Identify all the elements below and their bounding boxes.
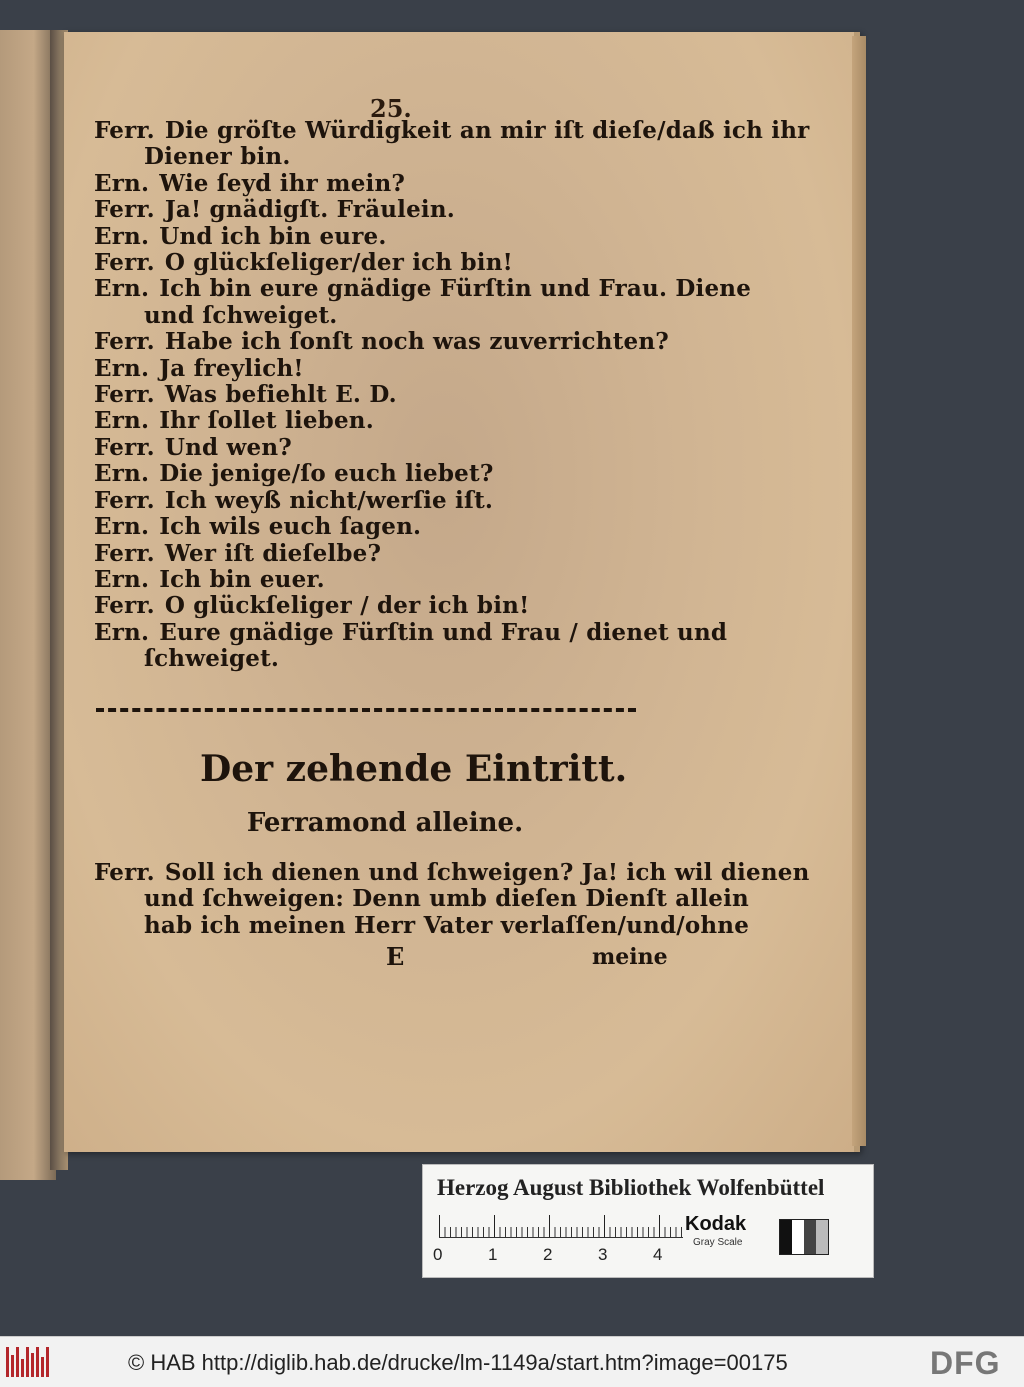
page-edge bbox=[852, 36, 866, 1146]
copyright-link[interactable]: © HAB http://diglib.hab.de/drucke/lm-1149a/start.htm?image=00175 bbox=[128, 1350, 788, 1375]
scale-label: 4 bbox=[653, 1245, 663, 1264]
line-text: Wie ſeyd ihr mein? bbox=[159, 169, 406, 197]
speaker-label: Ern. bbox=[94, 565, 150, 593]
page-number: 25. bbox=[370, 94, 412, 123]
speaker-label: Ern. bbox=[94, 407, 150, 435]
line-text: Ja freylich! bbox=[159, 354, 304, 382]
dfg-logo: DFG bbox=[930, 1345, 1001, 1381]
dialogue-line bbox=[94, 514, 654, 540]
dialogue-line bbox=[94, 911, 750, 939]
speaker-label: Ferr. bbox=[94, 196, 155, 224]
speaker-label: Ferr. bbox=[94, 117, 155, 144]
hab-logo-icon bbox=[6, 1347, 50, 1377]
dialogue-line bbox=[94, 885, 749, 913]
scale-label: 0 bbox=[433, 1245, 443, 1264]
facing-page-edge bbox=[0, 30, 56, 1180]
dialogue-line bbox=[94, 435, 654, 461]
dialogue-line bbox=[94, 117, 810, 144]
dialogue-line bbox=[94, 224, 654, 250]
line-text: Eure gnädige Fürſtin und Frau / dienet und bbox=[159, 618, 728, 646]
line-text: O glückſeliger / der ich bin! bbox=[164, 592, 530, 620]
speaker-label: Ferr. bbox=[94, 539, 155, 567]
speaker-label: Ern. bbox=[94, 275, 150, 303]
line-text: Ihr ſollet lieben. bbox=[159, 407, 374, 435]
speaker-label: Ferr. bbox=[94, 381, 155, 409]
dialogue-line bbox=[94, 171, 654, 197]
gray-scale-label: Gray Scale bbox=[693, 1237, 743, 1248]
dialogue-line bbox=[94, 303, 654, 329]
speaker-label: Ern. bbox=[94, 618, 150, 646]
gray-swatches bbox=[779, 1219, 829, 1255]
signature-mark: E bbox=[386, 942, 405, 971]
dialogue-line bbox=[94, 328, 669, 356]
footer-bar bbox=[0, 1336, 1024, 1387]
speaker-label: Ern. bbox=[94, 460, 150, 488]
speaker-label: Ern. bbox=[94, 222, 150, 250]
speaker-label: Ferr. bbox=[94, 592, 155, 620]
dialogue-block-2 bbox=[94, 859, 810, 939]
speaker-label: Ferr. bbox=[94, 859, 155, 886]
line-text: ſchweiget. bbox=[144, 645, 280, 673]
scene-subtitle: Ferramond alleine. bbox=[246, 808, 524, 838]
line-text: und ſchweiget. bbox=[144, 301, 338, 329]
line-text: Wer iſt dieſelbe? bbox=[164, 539, 382, 567]
scale-label: 3 bbox=[598, 1245, 608, 1264]
line-text: Was befiehlt E. D. bbox=[164, 381, 397, 409]
dialogue-line bbox=[94, 356, 654, 382]
line-text: Die jenige/ſo euch liebet? bbox=[159, 460, 494, 488]
kodak-brand: Kodak bbox=[685, 1213, 747, 1235]
line-text: Ich wils euch ſagen. bbox=[159, 513, 422, 541]
line-text: Ich bin eure gnädige Fürſtin und Frau. Diene bbox=[159, 275, 752, 303]
line-text: Ich weyß nicht/werſie iſt. bbox=[164, 486, 494, 514]
dialogue-line bbox=[94, 461, 654, 487]
line-text: Die gröſte Würdigkeit an mir iſt dieſe/daß ich ihr bbox=[164, 117, 810, 144]
color-calibration-card bbox=[422, 1164, 874, 1278]
dialogue-line bbox=[94, 197, 654, 223]
speaker-label: Ferr. bbox=[94, 249, 155, 277]
scene-title: Der zehende Eintritt. bbox=[200, 748, 628, 790]
line-text: Ich bin euer. bbox=[159, 565, 325, 593]
scale-label: 1 bbox=[488, 1245, 498, 1264]
line-text: Ja! gnädigſt. Fräulein. bbox=[164, 196, 455, 224]
dialogue-line bbox=[94, 275, 752, 303]
dialogue-line bbox=[94, 250, 654, 276]
speaker-label: Ern. bbox=[94, 354, 150, 382]
speaker-label: Ern. bbox=[94, 513, 150, 541]
line-text: hab ich meinen Herr Vater verlaſſen/und/ohne bbox=[144, 911, 750, 939]
line-text: Und ich bin eure. bbox=[159, 222, 387, 250]
dialogue-line bbox=[94, 488, 654, 514]
scale-label: 2 bbox=[543, 1245, 553, 1264]
line-text: O glückſeliger/der ich bin! bbox=[164, 249, 513, 277]
dialogue-line bbox=[94, 541, 654, 567]
dialogue-line bbox=[94, 567, 654, 593]
line-text: Und wen? bbox=[164, 433, 292, 461]
catchword: meine bbox=[592, 944, 668, 970]
line-text: Habe ich ſonſt noch was zuverrichten? bbox=[164, 328, 669, 356]
card-title: Herzog August Bibliothek Wolfenbüttel bbox=[437, 1175, 825, 1200]
line-text: und ſchweigen: Denn umb dieſen Dienſt allein bbox=[144, 885, 749, 913]
line-text: Soll ich dienen und ſchweigen? Ja! ich wil dienen bbox=[164, 859, 810, 886]
section-divider bbox=[96, 708, 636, 712]
dialogue-line bbox=[94, 408, 654, 434]
line-text: Diener bin. bbox=[144, 143, 291, 171]
speaker-label: Ern. bbox=[94, 169, 150, 197]
ruler-scale bbox=[433, 1245, 693, 1265]
speaker-label: Ferr. bbox=[94, 433, 155, 461]
ruler bbox=[439, 1215, 683, 1238]
speaker-label: Ferr. bbox=[94, 486, 155, 514]
dialogue-line bbox=[94, 382, 654, 408]
dialogue-line bbox=[94, 144, 654, 170]
dialogue-line bbox=[94, 593, 654, 619]
speaker-label: Ferr. bbox=[94, 328, 155, 356]
dialogue-line bbox=[94, 618, 728, 646]
dialogue-line bbox=[94, 859, 810, 886]
dialogue-line bbox=[94, 646, 654, 672]
dialogue-block bbox=[94, 117, 810, 673]
